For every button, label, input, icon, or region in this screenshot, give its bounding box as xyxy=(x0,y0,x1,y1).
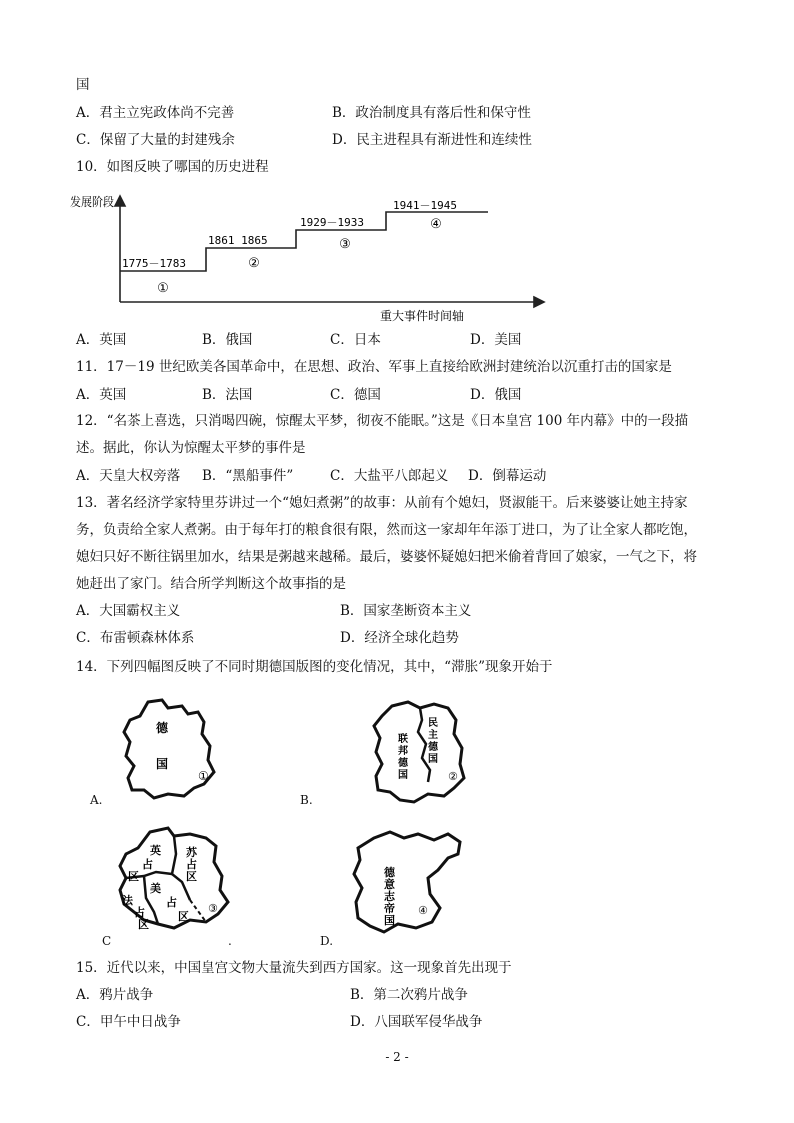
q12-stem-line1: 12．“名茶上喜选，只消喝四碗，惊醒太平梦，彻夜不能眠。”这是《日本皇宫 100 年内幕》中的一段描 xyxy=(76,413,689,429)
q11-option-b: B．法国 xyxy=(202,387,253,403)
q10-stem: 10．如图反映了哪国的历史进程 xyxy=(76,159,269,175)
map-d-label-3: 志 xyxy=(384,890,395,903)
q13-option-b: B．国家垄断资本主义 xyxy=(340,603,472,619)
map-a-label-1: 德 xyxy=(156,721,169,735)
q13-option-a: A．大国霸权主义 xyxy=(76,603,181,619)
map-b-number: ② xyxy=(448,770,458,783)
map-c-fr-2: 占 xyxy=(134,906,145,919)
y-axis-label: 发展阶段 xyxy=(70,195,119,209)
q13-stem-line3: 媳妇只好不断往锅里加水，结果是粥越来越稀。最后，婆婆怀疑媳妇把米偷着背回了娘家，一气之下，将 xyxy=(76,549,697,565)
map-b-west-1: 联 xyxy=(398,734,408,745)
map-a-unified-germany xyxy=(110,698,220,800)
q11-option-d: D．俄国 xyxy=(470,387,522,403)
step-3-marker: ③ xyxy=(339,237,351,252)
q9-stem-tail: 国 xyxy=(76,77,90,93)
q15-option-d: D．八国联军侵华战争 xyxy=(350,1014,483,1030)
map-d-german-empire xyxy=(344,828,468,936)
step-4-marker: ④ xyxy=(430,217,442,232)
map-b-option: B. xyxy=(300,793,313,807)
map-a-option: A. xyxy=(90,793,103,807)
map-c-border-dashed xyxy=(190,900,206,922)
map-b-west-4: 国 xyxy=(398,770,408,781)
q10-option-a: A．英国 xyxy=(76,332,127,348)
map-c-number: ③ xyxy=(208,902,218,915)
map-d-label-2: 意 xyxy=(384,878,395,891)
map-a-outline xyxy=(124,700,214,798)
y-axis-arrow xyxy=(115,196,125,206)
step-2-marker: ② xyxy=(248,256,260,271)
map-a-number: ① xyxy=(198,769,209,783)
map-c-su-1: 苏 xyxy=(186,846,197,859)
map-c-us-3: 区 xyxy=(178,910,189,923)
q12-option-b: B．“黑船事件” xyxy=(202,468,294,484)
q12-option-a: A．天皇大权旁落 xyxy=(76,468,181,484)
map-c-su-2: 占 xyxy=(186,858,197,871)
x-axis-label: 重大事件时间轴 xyxy=(380,309,465,323)
map-a-label-2: 国 xyxy=(156,757,169,771)
q10-option-b: B．俄国 xyxy=(202,332,253,348)
q13-option-c: C．布雷顿森林体系 xyxy=(76,630,195,646)
q12-option-c: C．大盐平八郎起义 xyxy=(330,468,449,484)
q13-stem-line1: 13．著名经济学家特里芬讲过一个“媳妇煮粥”的故事：从前有个媳妇，贤淑能干。后来婆婆让她主持家 xyxy=(76,495,688,511)
map-c-us-1: 美 xyxy=(150,882,161,895)
map-d-label-4: 帝 xyxy=(384,902,395,915)
q11-stem: 11．17－19 世纪欧美各国革命中，在思想、政治、军事上直接给欧洲封建统治以沉重打击的国家是 xyxy=(76,359,672,375)
q13-stem-line4: 她赶出了家门。结合所学判断这个故事指的是 xyxy=(76,576,346,592)
map-b-divided-germany xyxy=(368,696,470,808)
map-b-outline xyxy=(374,702,464,802)
map-b-east-4: 国 xyxy=(428,754,438,765)
map-c-uk-1: 英 xyxy=(150,844,161,857)
q9-option-d: D．民主进程具有渐进性和连续性 xyxy=(332,132,532,148)
page-number: - 2 - xyxy=(385,1050,409,1064)
step-1-marker: ① xyxy=(157,281,169,296)
q10-timeline-figure xyxy=(68,192,548,324)
map-b-east-1: 民 xyxy=(428,718,438,729)
map-b-east-2: 主 xyxy=(428,730,438,741)
map-b-east-3: 德 xyxy=(428,742,438,753)
step-1-label: 1775－1783 xyxy=(122,257,186,270)
q10-option-d: D．美国 xyxy=(470,332,522,348)
q14-stem: 14．下列四幅图反映了不同时期德国版图的变化情况，其中，“滞胀”现象开始于 xyxy=(76,659,553,675)
q13-option-d: D．经济全球化趋势 xyxy=(340,630,459,646)
map-d-outline xyxy=(354,832,460,932)
q15-option-b: B．第二次鸦片战争 xyxy=(350,987,468,1003)
step-2-label: 1861 1865 xyxy=(208,234,268,247)
map-d-number: ④ xyxy=(418,904,428,917)
map-c-us-2: 占 xyxy=(166,896,177,909)
step-3-label: 1929－1933 xyxy=(300,216,364,229)
map-d-option: D. xyxy=(320,934,334,948)
map-b-west-3: 德 xyxy=(398,758,408,769)
q12-stem-line2: 述。据此，你认为惊醒太平梦的事件是 xyxy=(76,440,306,456)
q15-option-a: A．鸦片战争 xyxy=(76,987,154,1003)
map-c-uk-2: 占 xyxy=(142,858,153,871)
map-c-fr-3: 区 xyxy=(138,918,149,931)
q12-option-d: D．倒幕运动 xyxy=(468,468,547,484)
q13-stem-line2: 务，负责给全家人煮粥。由于每年打的粮食很有限，然而这一家却年年添丁进口，为了让全家人都吃饱， xyxy=(76,522,697,538)
map-c-fr-1: 法 xyxy=(122,894,133,907)
q15-option-c: C．甲午中日战争 xyxy=(76,1014,181,1030)
map-b-west-2: 邦 xyxy=(398,746,408,757)
q9-option-b: B．政治制度具有落后性和保守性 xyxy=(332,105,531,121)
map-c-option-dot: . xyxy=(228,934,232,948)
map-c-occupied-germany xyxy=(110,824,236,934)
q15-stem: 15．近代以来，中国皇宫文物大量流失到西方国家。这一现象首先出现于 xyxy=(76,960,512,976)
q9-option-a: A．君主立宪政体尚不完善 xyxy=(76,105,235,121)
map-d-label-1: 德 xyxy=(384,866,395,879)
map-d-label-5: 国 xyxy=(384,914,395,927)
map-c-option: C xyxy=(102,934,112,948)
q9-option-c: C．保留了大量的封建残余 xyxy=(76,132,235,148)
x-axis-arrow xyxy=(534,297,544,307)
map-c-su-3: 区 xyxy=(186,870,197,883)
map-c-uk-3: 区 xyxy=(128,870,139,883)
step-4-label: 1941－1945 xyxy=(393,199,457,212)
q11-option-c: C．德国 xyxy=(330,387,381,403)
q11-option-a: A．英国 xyxy=(76,387,127,403)
q10-option-c: C．日本 xyxy=(330,332,381,348)
